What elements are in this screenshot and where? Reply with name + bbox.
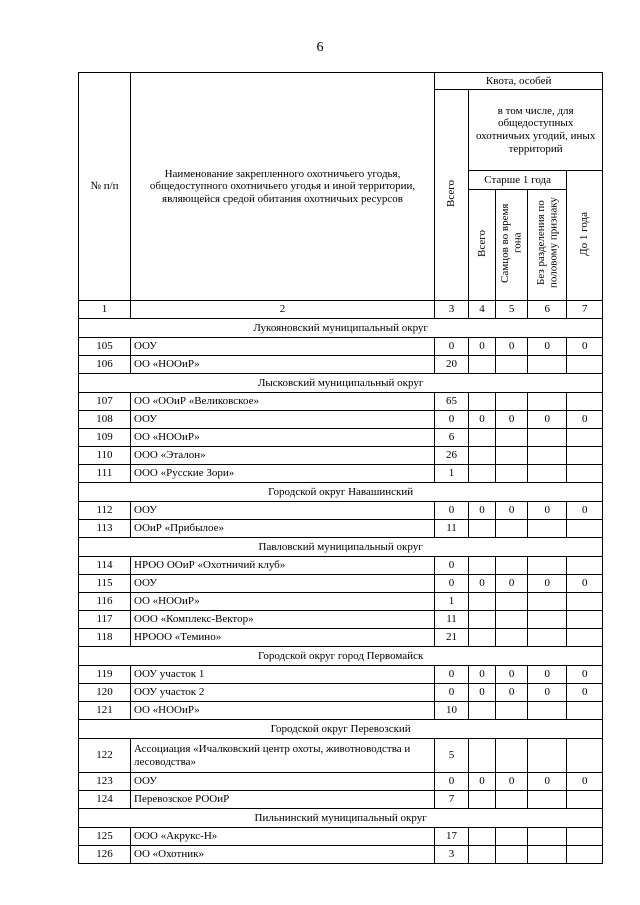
row-number: 116 [79,593,131,611]
header-total-text: Всего [445,179,458,207]
column-number: 3 [435,301,469,319]
row-number: 113 [79,520,131,538]
row-males [496,465,528,483]
header-older: Старше 1 года [469,171,567,190]
row-no-sex [528,393,567,411]
header-total [435,90,469,301]
district-row [79,374,603,393]
row-name: ОО «НООиР» [131,429,435,447]
row-older-total [469,791,496,809]
row-older-total [469,520,496,538]
district-name: Пильнинский муниципальный округ [79,809,603,828]
row-under1 [567,611,603,629]
table-row [79,739,603,773]
header-sub-total [469,190,496,301]
row-under1: 0 [567,773,603,791]
row-older-total: 0 [469,773,496,791]
row-total: 17 [435,828,469,846]
row-number: 107 [79,393,131,411]
row-under1 [567,520,603,538]
row-under1 [567,593,603,611]
column-number: 1 [79,301,131,319]
row-older-total [469,593,496,611]
page-number: 6 [316,40,324,55]
table-row [79,593,603,611]
row-males [496,611,528,629]
row-name: ОО «НООиР» [131,356,435,374]
row-older-total: 0 [469,338,496,356]
row-name: ООО «Эталон» [131,447,435,465]
row-total: 0 [435,684,469,702]
row-number: 111 [79,465,131,483]
table-row [79,429,603,447]
row-under1 [567,356,603,374]
row-total: 0 [435,338,469,356]
row-no-sex [528,828,567,846]
row-number: 109 [79,429,131,447]
row-name: ОО «НООиР» [131,702,435,720]
row-males [496,629,528,647]
row-total: 0 [435,502,469,520]
row-under1 [567,465,603,483]
row-under1 [567,846,603,864]
row-number: 122 [79,739,131,773]
row-under1: 0 [567,575,603,593]
row-older-total: 0 [469,411,496,429]
row-no-sex [528,557,567,575]
row-total: 0 [435,557,469,575]
row-number: 121 [79,702,131,720]
row-number: 126 [79,846,131,864]
row-older-total: 0 [469,575,496,593]
table-row [79,791,603,809]
row-name: ОО «НООиР» [131,593,435,611]
row-total: 7 [435,791,469,809]
column-number-row [79,301,603,319]
header-under1 [567,171,603,301]
row-no-sex [528,739,567,773]
row-name: ОО «Охотник» [131,846,435,864]
row-males: 0 [496,411,528,429]
row-males: 0 [496,338,528,356]
table-row [79,557,603,575]
row-males: 0 [496,773,528,791]
row-under1: 0 [567,666,603,684]
row-no-sex: 0 [528,411,567,429]
row-older-total [469,846,496,864]
row-total: 5 [435,739,469,773]
table-row [79,338,603,356]
row-number: 118 [79,629,131,647]
row-total: 0 [435,666,469,684]
row-number: 125 [79,828,131,846]
header-name: Наименование закрепленного охотничьего угодья, общедоступного охотничьего угодья и иной территории, являющейся средой обитания охотничьих ресурсов [131,73,435,301]
row-males [496,356,528,374]
row-number: 117 [79,611,131,629]
row-under1 [567,393,603,411]
row-name: ООО «Комплекс-Вектор» [131,611,435,629]
column-number: 5 [496,301,528,319]
table-row [79,575,603,593]
row-males: 0 [496,666,528,684]
row-older-total [469,447,496,465]
row-name: ООО «Акрукс-Н» [131,828,435,846]
row-name: Перевозское РООиР [131,791,435,809]
row-number: 124 [79,791,131,809]
row-no-sex [528,520,567,538]
row-under1 [567,429,603,447]
district-row [79,720,603,739]
district-name: Городской округ Перевозский [79,720,603,739]
row-name: ООиР «Прибылое» [131,520,435,538]
table-row [79,393,603,411]
table-row [79,502,603,520]
row-no-sex [528,846,567,864]
row-name: НРООО «Темино» [131,629,435,647]
row-no-sex: 0 [528,773,567,791]
column-number: 2 [131,301,435,319]
header-males-text: Самцов во время гона [499,203,524,283]
district-name: Лукояновский муниципальный округ [79,319,603,338]
table-row [79,846,603,864]
row-no-sex [528,465,567,483]
row-under1 [567,557,603,575]
row-total: 0 [435,773,469,791]
row-older-total: 0 [469,666,496,684]
table-row [79,684,603,702]
row-no-sex [528,611,567,629]
row-older-total: 0 [469,684,496,702]
row-total: 3 [435,846,469,864]
district-name: Павловский муниципальный округ [79,538,603,557]
row-older-total [469,828,496,846]
row-older-total [469,429,496,447]
table-row [79,447,603,465]
row-total: 11 [435,520,469,538]
row-under1 [567,629,603,647]
row-under1: 0 [567,684,603,702]
row-under1: 0 [567,338,603,356]
row-under1 [567,791,603,809]
row-older-total [469,739,496,773]
row-males: 0 [496,684,528,702]
row-name: ООУ [131,502,435,520]
header-no-sex-text: Без разделения по половому признаку [534,197,560,289]
header-no-sex [528,190,567,301]
row-name: Ассоциация «Ичалковский центр охоты, животноводства и лесоводства» [131,739,435,773]
district-name: Городской округ город Первомайск [79,647,603,666]
row-under1 [567,447,603,465]
row-males: 0 [496,575,528,593]
row-under1 [567,702,603,720]
row-total: 1 [435,465,469,483]
row-under1 [567,828,603,846]
row-number: 120 [79,684,131,702]
row-males [496,447,528,465]
row-number: 106 [79,356,131,374]
row-number: 105 [79,338,131,356]
row-males [496,429,528,447]
column-number: 7 [567,301,603,319]
row-males [496,593,528,611]
row-males [496,520,528,538]
row-no-sex: 0 [528,666,567,684]
row-no-sex: 0 [528,684,567,702]
row-number: 110 [79,447,131,465]
row-older-total [469,702,496,720]
row-older-total [469,557,496,575]
row-older-total [469,611,496,629]
row-males [496,557,528,575]
row-older-total [469,465,496,483]
row-number: 123 [79,773,131,791]
row-older-total [469,629,496,647]
row-no-sex: 0 [528,502,567,520]
row-no-sex [528,356,567,374]
row-name: ООУ [131,338,435,356]
row-name: НРОО ООиР «Охотничий клуб» [131,557,435,575]
column-number: 6 [528,301,567,319]
district-row [79,483,603,502]
row-males: 0 [496,502,528,520]
row-number: 112 [79,502,131,520]
row-males [496,846,528,864]
row-number: 108 [79,411,131,429]
row-older-total [469,393,496,411]
district-name: Лысковский муниципальный округ [79,374,603,393]
row-name: ООУ участок 1 [131,666,435,684]
row-males [496,702,528,720]
row-males [496,828,528,846]
row-under1: 0 [567,502,603,520]
header-sub-total-text: Всего [475,229,488,257]
row-name: ОО «ООиР «Великовское» [131,393,435,411]
row-total: 11 [435,611,469,629]
header-num: № п/п [79,73,131,301]
row-total: 10 [435,702,469,720]
table-row [79,520,603,538]
row-males [496,739,528,773]
table-row [79,702,603,720]
row-older-total [469,356,496,374]
header-including: в том числе, для общедоступных охотничьих угодий, иных территорий [469,90,603,171]
district-row [79,647,603,666]
row-total: 20 [435,356,469,374]
row-no-sex [528,429,567,447]
row-total: 6 [435,429,469,447]
row-no-sex [528,791,567,809]
row-total: 21 [435,629,469,647]
row-no-sex [528,702,567,720]
row-total: 65 [435,393,469,411]
column-number: 4 [469,301,496,319]
header-under1-text: До 1 года [578,211,591,256]
row-no-sex [528,447,567,465]
header-quota: Квота, особей [435,73,603,90]
row-no-sex: 0 [528,575,567,593]
district-name: Городской округ Навашинский [79,483,603,502]
row-no-sex [528,593,567,611]
row-number: 115 [79,575,131,593]
quota-table [78,72,603,864]
table-row [79,611,603,629]
row-name: ООУ [131,575,435,593]
row-total: 26 [435,447,469,465]
row-under1: 0 [567,411,603,429]
row-males [496,393,528,411]
header-males [496,190,528,301]
table-row [79,465,603,483]
table-row [79,356,603,374]
row-number: 114 [79,557,131,575]
row-total: 0 [435,575,469,593]
row-males [496,791,528,809]
district-row [79,319,603,338]
table-row [79,666,603,684]
row-name: ООУ [131,773,435,791]
row-name: ООУ [131,411,435,429]
row-under1 [567,739,603,773]
district-row [79,809,603,828]
row-no-sex: 0 [528,338,567,356]
row-total: 0 [435,411,469,429]
table-row [79,411,603,429]
row-total: 1 [435,593,469,611]
row-name: ООУ участок 2 [131,684,435,702]
table-row [79,828,603,846]
row-number: 119 [79,666,131,684]
district-row [79,538,603,557]
table-row [79,773,603,791]
row-older-total: 0 [469,502,496,520]
table-row [79,629,603,647]
row-name: ООО «Русские Зори» [131,465,435,483]
row-no-sex [528,629,567,647]
